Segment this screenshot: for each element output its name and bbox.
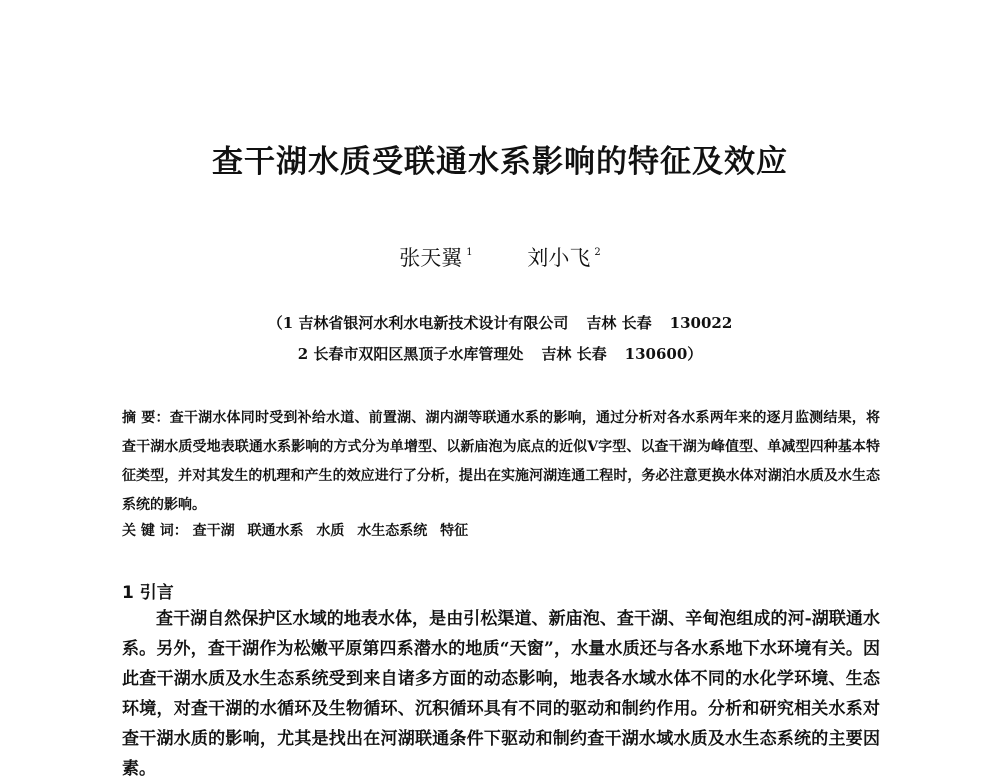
section-heading-introduction: 1 引言 xyxy=(122,583,174,603)
paper-title: 查干湖水质受联通水系影响的特征及效应 xyxy=(212,144,788,180)
abstract xyxy=(122,404,880,520)
affiliation-number: 2 xyxy=(297,345,309,363)
affiliation-number: 1 xyxy=(282,314,294,332)
affiliation-marker: 2 xyxy=(594,247,601,258)
affiliation-open-paren: （ xyxy=(267,314,283,332)
affiliation-place: 吉林 长春 xyxy=(586,314,652,332)
affiliation-postal: 130022 xyxy=(669,314,733,332)
introduction-paragraph: 查干湖自然保护区水域的地表水体，是由引松渠道、新庙泡、查干湖、辛甸泡组成的河-湖联通水系。另外，查干湖作为松嫩平原第四系潜水的地质“天窗”，水量水质还与各水系地下水环境有关。因此查干湖水质及水生态系统受到来自诸多方面的动态影响，地表各水域水体不同的水化学环境、生态环境，对查干湖的水循环及生物循环、沉积循环具有不同的驱动和制约作用。分析和研究相关水系对查干湖水质的影响，尤其是找出在河湖联通条件下驱动和制约查干湖水域水质及水生态系统的主要因素。 xyxy=(122,609,880,779)
affiliation-org: 长春市双阳区黑顶子水库管理处 xyxy=(313,345,524,363)
keywords xyxy=(122,520,880,540)
abstract-text: 查干湖水体同时受到补给水道、前置湖、湖内湖等联通水系的影响，通过分析对各水系两年来的逐月监测结果，将查干湖水质受地表联通水系影响的方式分为单增型、以新庙泡为底点的近似V字型、以查干湖为峰值型、单减型四种基本特征类型，并对其发生的机理和产生的效应进行了分析，提出在实施河湖连通工程时，务必注意更换水体对湖泊水质及水生态系统的影响。 xyxy=(122,410,881,513)
affiliation-place: 吉林 长春 xyxy=(541,345,607,363)
keyword: 联通水系 xyxy=(247,523,304,539)
keywords-label: 关 键 词： xyxy=(122,523,188,539)
author-name: 张天翼 xyxy=(399,246,463,270)
affiliation-marker: 1 xyxy=(466,247,473,258)
keyword: 水质 xyxy=(316,523,345,539)
abstract-label: 摘 要： xyxy=(122,410,170,426)
keyword: 特征 xyxy=(440,523,469,539)
affiliation-postal: 130600） xyxy=(624,345,703,363)
author-1 xyxy=(399,242,472,272)
keyword: 查干湖 xyxy=(192,523,235,539)
keyword: 水生态系统 xyxy=(357,523,428,539)
author-2 xyxy=(527,242,600,272)
author-list xyxy=(0,242,1000,272)
affiliation-1 xyxy=(0,312,1000,333)
affiliation-2 xyxy=(0,343,1000,364)
affiliation-org: 吉林省银河水利水电新技术设计有限公司 xyxy=(298,314,569,332)
author-name: 刘小飞 xyxy=(527,246,591,270)
